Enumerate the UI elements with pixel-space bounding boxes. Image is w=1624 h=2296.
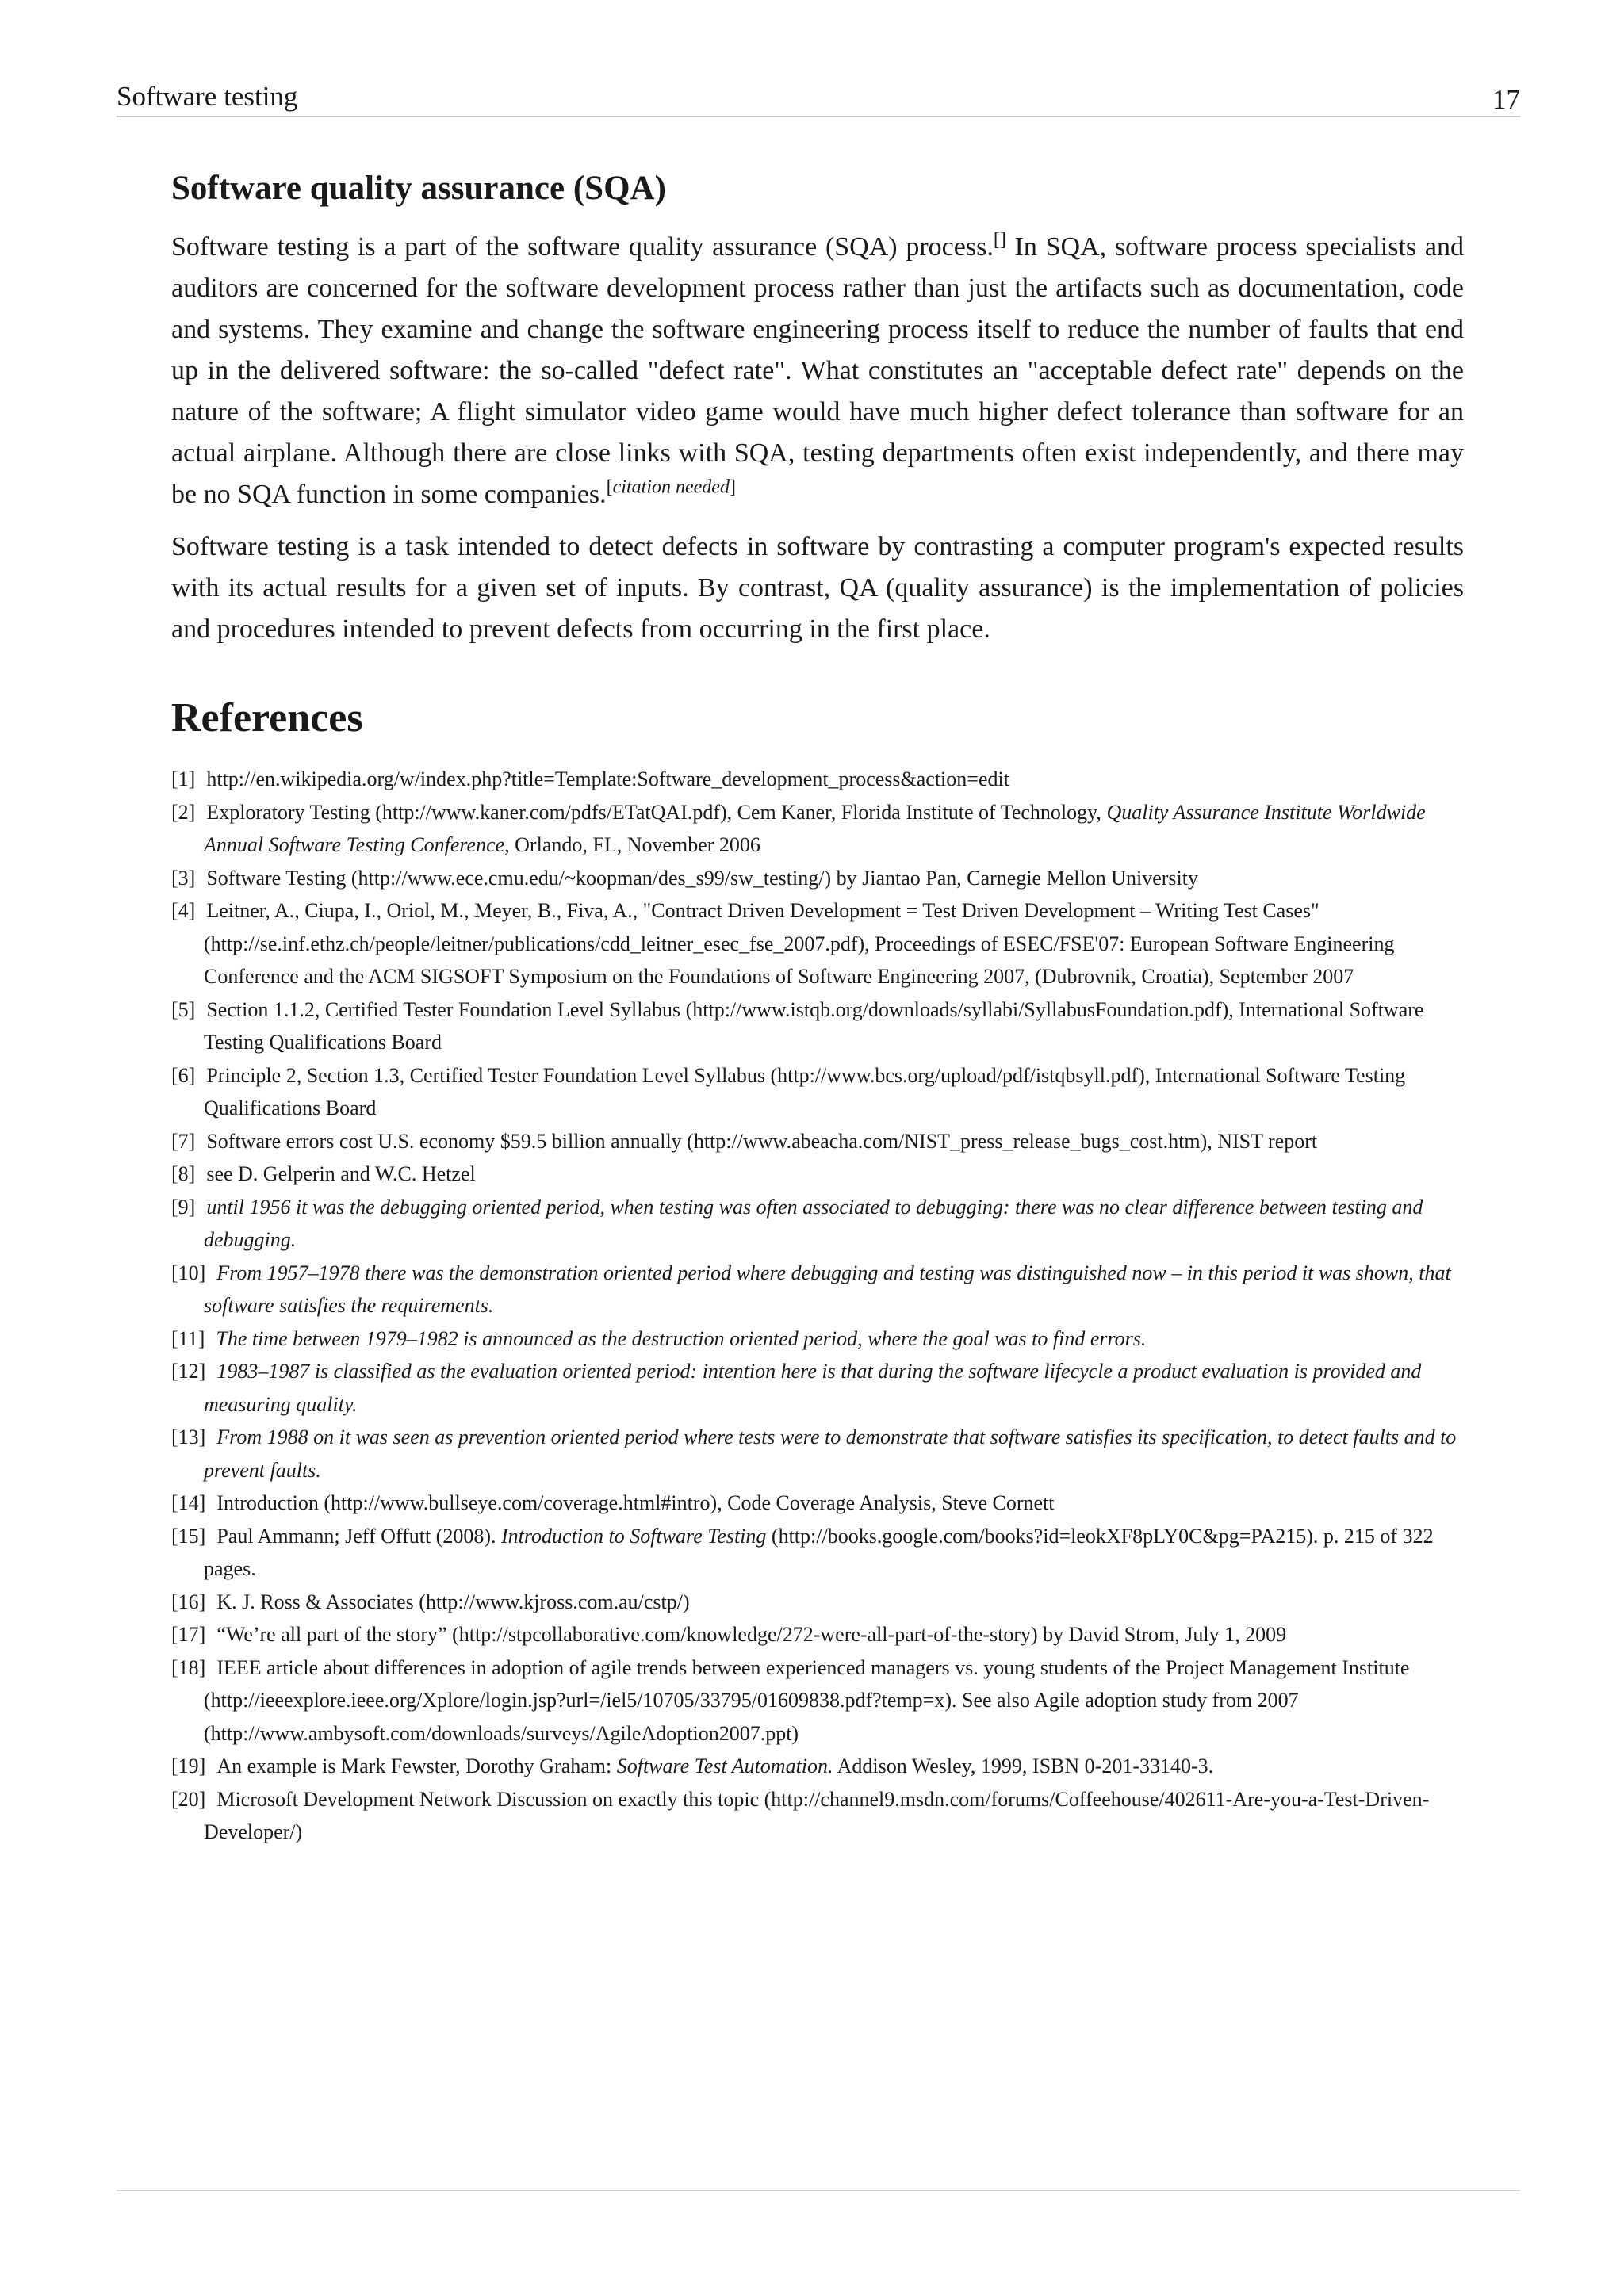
reference-text: Microsoft Development Network Discussion on exactly this topic (http://channel9.msdn.com/forums/Coffeehouse/402611-Are-you-a-Test-Driven-Developer/): [204, 1787, 1430, 1843]
reference-item[interactable]: [171, 1257, 1464, 1322]
reference-item[interactable]: [171, 993, 1464, 1059]
reference-number: [18]: [171, 1655, 206, 1679]
sqa-paragraph-1-text-b: In SQA, software process specialists and auditors are concerned for the software development process rather than just the artifacts such as documentation, code and systems. They examine and change the software engineering process itself to reduce the number of faults that end up in the delivered software: the so-called "defect rate". What constitutes an "acceptable defect rate" depends on the nature of the software; A flight simulator video game would have much higher defect tolerance than software for an actual airplane. Although there are close links with SQA, testing departments often exist independently, and there may be no SQA function in some companies.: [171, 232, 1464, 509]
page-header: [117, 81, 1520, 117]
reference-number: [7]: [171, 1129, 196, 1153]
citation-needed-marker[interactable]: [607, 477, 736, 498]
reference-text: Introduction (http://www.bullseye.com/coverage.html#intro), Code Coverage Analysis, Steve Cornett: [216, 1491, 1055, 1514]
reference-item[interactable]: [171, 1322, 1464, 1356]
reference-number: [8]: [171, 1162, 196, 1185]
reference-number: [14]: [171, 1491, 206, 1514]
reference-text: Section 1.1.2, Certified Tester Foundation Level Syllabus (http://www.istqb.org/downloads/syllabi/SyllabusFoundation.pdf), International Software Testing Qualifications Board: [204, 997, 1424, 1054]
references-heading: References: [171, 695, 363, 740]
reference-number: [15]: [171, 1524, 206, 1548]
reference-item[interactable]: [171, 1125, 1464, 1158]
reference-text: IEEE article about differences in adoption of agile trends between experienced managers vs. young students of the Project Management Institute (http://ieeexplore.ieee.org/Xplore/login.jsp?url=/iel5/10705/33795/01609838.pdf?temp=x). See also Agile adoption study from 2007 (http://www.ambysoft.com/downloads/surveys/AgileAdoption2007.ppt): [204, 1655, 1410, 1745]
page-content: [171, 159, 1464, 1849]
reference-number: [3]: [171, 866, 196, 890]
reference-number: [13]: [171, 1425, 206, 1448]
reference-text: Exploratory Testing (http://www.kaner.com/pdfs/ETatQAI.pdf), Cem Kaner, Florida Institute of Technology,: [206, 800, 1107, 824]
reference-italic-text: From 1988 on it was seen as prevention oriented period where tests were to demonstrate that software satisfies its specification, to detect faults and to prevent faults.: [204, 1425, 1457, 1482]
reference-italic-text: Quality Assurance Institute Worldwide Annual Software Testing Conference: [204, 800, 1426, 856]
reference-text: Paul Ammann; Jeff Offutt (2008).: [216, 1524, 501, 1548]
reference-italic-text: Introduction to Software Testing: [501, 1524, 767, 1548]
reference-item[interactable]: [171, 1783, 1464, 1849]
reference-number: [4]: [171, 899, 196, 922]
reference-number: [10]: [171, 1261, 206, 1284]
reference-number: [9]: [171, 1195, 196, 1219]
reference-number: [20]: [171, 1787, 206, 1811]
reference-text: Software Testing (http://www.ece.cmu.edu/~koopman/des_s99/sw_testing/) by Jiantao Pan, Carnegie Mellon University: [206, 866, 1198, 890]
reference-number: [11]: [171, 1326, 205, 1350]
citation-marker[interactable]: []: [993, 229, 1006, 251]
reference-item[interactable]: [171, 1487, 1464, 1520]
reference-italic-text: 1983–1987 is classified as the evaluation oriented period: intention here is that during the software lifecycle a product evaluation is provided and measuring quality.: [204, 1360, 1422, 1416]
reference-item[interactable]: [171, 1355, 1464, 1421]
reference-italic-text: Software Test Automation.: [616, 1755, 833, 1777]
reference-item[interactable]: [171, 862, 1464, 895]
reference-text: Principle 2, Section 1.3, Certified Tester Foundation Level Syllabus (http://www.bcs.org/upload/pdf/istqbsyll.pdf), International Software Testing Qualifications Board: [204, 1063, 1406, 1119]
reference-text: Addison Wesley, 1999, ISBN 0-201-33140-3.: [833, 1755, 1214, 1777]
reference-number: [16]: [171, 1590, 206, 1613]
reference-item[interactable]: [171, 1421, 1464, 1487]
section-heading-sqa: Software quality assurance (SQA): [171, 170, 666, 207]
reference-text: Software errors cost U.S. economy $59.5 billion annually (http://www.abeacha.com/NIST_press_release_bugs_cost.htm), NIST report: [206, 1129, 1318, 1153]
reference-italic-text: until 1956 it was the debugging oriented period, when testing was often associated to debugging: there was no clear difference between testing and debugging.: [204, 1195, 1423, 1251]
reference-text: , Orlando, FL, November 2006: [504, 833, 760, 856]
reference-text: K. J. Ross & Associates (http://www.kjross.com.au/cstp/): [216, 1590, 690, 1613]
reference-item[interactable]: [171, 1158, 1464, 1191]
reference-number: [5]: [171, 997, 196, 1021]
reference-number: [2]: [171, 800, 196, 824]
footer-rule: [117, 2190, 1520, 2191]
reference-text: http://en.wikipedia.org/w/index.php?title=Template:Software_development_process&action=edit: [206, 767, 1009, 790]
sqa-paragraph-2: Software testing is a task intended to detect defects in software by contrasting a computer program's expected results with its actual results for a given set of inputs. By contrast, QA (quality assurance) is the implementation of policies and procedures intended to prevent defects from occurring in the first place.: [171, 532, 1464, 644]
reference-number: [17]: [171, 1623, 206, 1646]
page-number: 17: [1492, 84, 1520, 115]
reference-text: (http://books.google.com/books?id=leokXF8pLY0C&pg=PA215). p. 215 of 322 pages.: [204, 1524, 1434, 1580]
reference-number: [12]: [171, 1360, 206, 1383]
reference-italic-text: The time between 1979–1982 is announced as the destruction oriented period, where the goal was to find errors.: [216, 1326, 1147, 1350]
reference-text: An example is Mark Fewster, Dorothy Graham:: [216, 1755, 617, 1777]
citation-needed-text: citation needed: [612, 476, 730, 498]
sqa-paragraph-1-text-a: Software testing is a part of the software quality assurance (SQA) process.: [171, 232, 994, 262]
citation-needed-close: ]: [729, 476, 736, 498]
reference-item[interactable]: [171, 1586, 1464, 1619]
reference-item[interactable]: [171, 894, 1464, 993]
reference-item[interactable]: [171, 1618, 1464, 1651]
reference-item[interactable]: [171, 796, 1464, 862]
citation-needed-open: [: [606, 476, 613, 498]
reference-item[interactable]: [171, 1059, 1464, 1125]
reference-item[interactable]: [171, 1651, 1464, 1751]
reference-item[interactable]: [171, 1750, 1464, 1783]
reference-number: [1]: [171, 767, 196, 790]
reference-number: [19]: [171, 1755, 206, 1777]
references-list: [171, 763, 1464, 1849]
reference-text: “We’re all part of the story” (http://stpcollaborative.com/knowledge/272-were-all-part-of-the-story) by David Strom, July 1, 2009: [216, 1623, 1287, 1646]
reference-italic-text: From 1957–1978 there was the demonstration oriented period where debugging and testing was distinguished now – in this period it was shown, that software satisfies the requirements.: [204, 1261, 1451, 1317]
reference-text: Leitner, A., Ciupa, I., Oriol, M., Meyer, B., Fiva, A., "Contract Driven Development = Test Driven Development – Writing Test Cases" (http://se.inf.ethz.ch/people/leitner/publications/cdd_leitner_esec_fse_2007.pdf), Proceedings of ESEC/FSE'07: European Software Engineering Conference and the ACM SIGSOFT Symposium on the Foundations of Software Engineering 2007, (Dubrovnik, Croatia), September 2007: [204, 899, 1395, 988]
reference-text: see D. Gelperin and W.C. Hetzel: [206, 1162, 476, 1185]
reference-item[interactable]: [171, 763, 1464, 796]
sqa-paragraph-1: [171, 227, 1464, 515]
running-title: Software testing: [117, 81, 298, 112]
reference-item[interactable]: [171, 1520, 1464, 1586]
reference-item[interactable]: [171, 1191, 1464, 1257]
reference-number: [6]: [171, 1063, 196, 1087]
